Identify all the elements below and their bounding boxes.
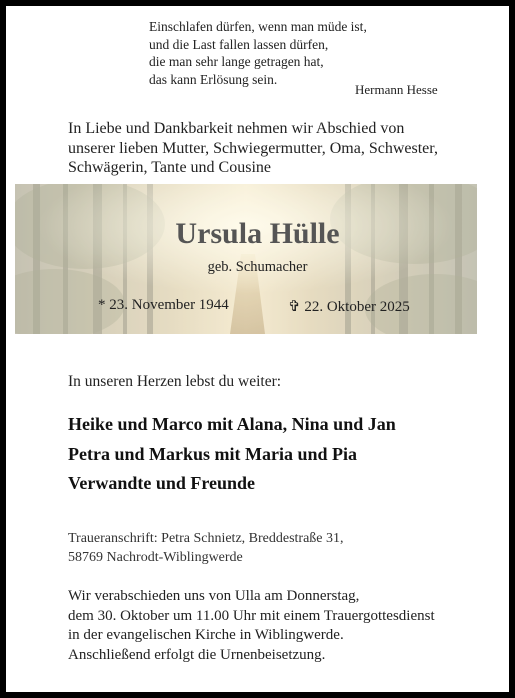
intro-line: In Liebe und Dankbarkeit nehmen wir Abschied von [68, 120, 405, 137]
maiden-name: geb. Schumacher [207, 259, 308, 275]
service-line: dem 30. Oktober um 11.00 Uhr mit einem Trauergottesdienst [68, 607, 435, 624]
mourners-list [68, 410, 396, 499]
poem-line: Einschlafen dürfen, wenn man müde ist, [149, 19, 367, 34]
address-line: Traueranschrift: Petra Schnietz, Breddestraße 31, [68, 531, 344, 546]
service-line: Anschließend erfolgt die Urnenbeisetzung. [68, 646, 326, 663]
poem-author: Hermann Hesse [355, 82, 438, 97]
heart-line: In unseren Herzen lebst du weiter: [68, 373, 282, 390]
mourner-line: Heike und Marco mit Alana, Nina und Jan [68, 414, 396, 434]
service-line: in der evangelischen Kirche in Wiblingwerde. [68, 627, 344, 643]
poem-line: und die Last fallen lassen dürfen, [149, 36, 329, 52]
mourner-line: Verwandte und Freunde [68, 473, 256, 493]
intro-line: Schwägerin, Tante und Cousine [68, 159, 271, 176]
intro-line: unserer lieben Mutter, Schwiegermutter, Oma, Schwester, [68, 139, 438, 157]
address-line: 58769 Nachrodt-Wiblingwerde [68, 550, 243, 565]
intro-text [68, 119, 488, 178]
poem-line: die man sehr lange getragen hat, [149, 54, 324, 69]
mourning-address [68, 529, 344, 567]
mourner-line: Petra und Markus mit Maria und Pia [68, 443, 358, 464]
poem-line: das kann Erlösung sein. [149, 71, 278, 87]
deceased-name: Ursula Hülle [175, 217, 340, 250]
death-date: ✞ 22. Oktober 2025 [288, 299, 410, 315]
birth-date: * 23. November 1944 [98, 297, 229, 313]
service-line: Wir verabschieden uns von Ulla am Donnerstag, [68, 588, 360, 604]
poem [149, 18, 449, 88]
service-info [68, 587, 435, 665]
